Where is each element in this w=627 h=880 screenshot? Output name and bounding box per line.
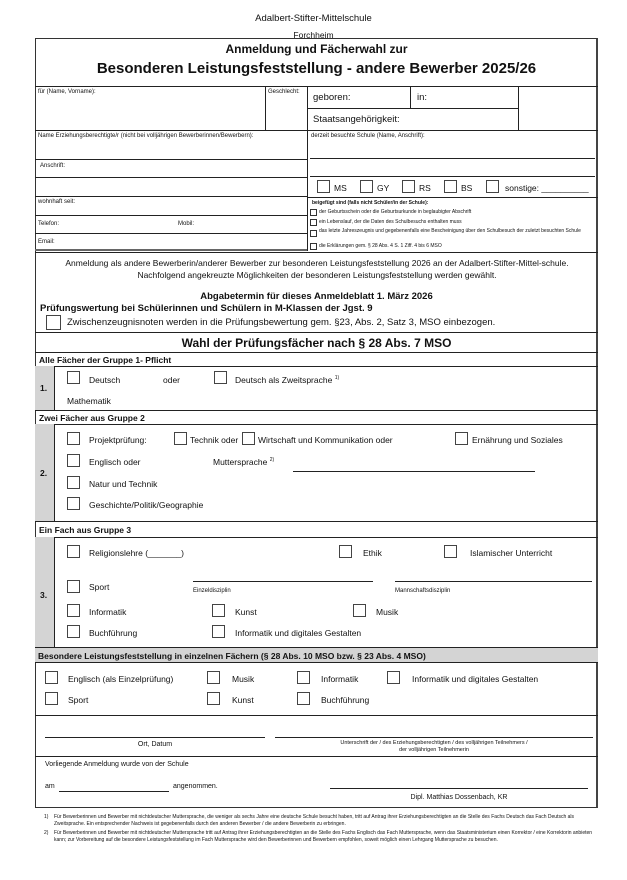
address-field-line2[interactable] bbox=[38, 178, 303, 194]
current-school-field[interactable] bbox=[311, 141, 596, 157]
school-type-gy-label: GY bbox=[377, 183, 390, 193]
special-sport-label: Sport bbox=[68, 695, 89, 705]
attached-heading: beigefügt sind (falls nicht Schüler/in der Schule): bbox=[312, 200, 429, 206]
mannschaftsdisziplin-field[interactable] bbox=[395, 566, 592, 580]
special-buchfuehrung-label: Buchführung bbox=[321, 695, 370, 705]
ernaehrung-checkbox[interactable] bbox=[455, 432, 468, 445]
footnote-1-mark: 1) bbox=[44, 814, 49, 820]
englisch-label: Englisch oder bbox=[89, 457, 141, 467]
group1-number: 1. bbox=[40, 383, 48, 393]
school-type-other-label: sonstige: __________ bbox=[505, 183, 589, 193]
school-type-bs-checkbox[interactable] bbox=[444, 180, 457, 193]
gender-field[interactable] bbox=[268, 97, 306, 129]
birthplace-field[interactable] bbox=[430, 88, 516, 107]
address-field[interactable] bbox=[70, 160, 305, 176]
project-label: Projektprüfung: bbox=[89, 435, 147, 445]
wirtschaft-label: Wirtschaft und Kommunikation oder bbox=[258, 435, 393, 445]
technik-label: Technik oder bbox=[190, 435, 239, 445]
evaluation-heading: Prüfungswertung bei Schülerinnen und Schülern in M-Klassen der Jgst. 9 bbox=[40, 303, 373, 314]
natur-technik-label: Natur und Technik bbox=[89, 479, 158, 489]
current-school-label: derzeit besuchte Schule (Name, Anschrift): bbox=[311, 133, 425, 139]
deutsch-label: Deutsch bbox=[89, 375, 121, 385]
math-label: Mathematik bbox=[67, 396, 111, 406]
special-musik-checkbox[interactable] bbox=[207, 671, 220, 684]
gpg-checkbox[interactable] bbox=[67, 497, 80, 510]
signature-label-line1: Unterschrift der / des Erziehungsberechtigten / des volljährigen Teilnehmers / bbox=[340, 740, 528, 746]
attached-report-checkbox[interactable] bbox=[310, 230, 317, 237]
sport-label: Sport bbox=[89, 582, 110, 592]
informatik-label: Informatik bbox=[89, 607, 127, 617]
attached-declaration-checkbox[interactable] bbox=[310, 243, 317, 250]
group3-number: 3. bbox=[40, 590, 48, 600]
attached-item: ein Lebenslauf, der die Daten des Schulbesuchs enthalten muss bbox=[319, 219, 462, 225]
buchfuehrung-label: Buchführung bbox=[89, 628, 138, 638]
mobile-field[interactable] bbox=[200, 217, 305, 231]
school-type-ms-label: MS bbox=[334, 183, 347, 193]
group3-heading: Ein Fach aus Gruppe 3 bbox=[39, 525, 132, 535]
acceptance-date-field[interactable] bbox=[59, 777, 169, 791]
special-heading: Besondere Leistungsfeststellung in einzelnen Fächern (§ 28 Abs. 10 MSO bzw. § 23 Abs. 4 MSO) bbox=[38, 651, 426, 661]
technik-checkbox[interactable] bbox=[174, 432, 187, 445]
kunst-label: Kunst bbox=[235, 607, 257, 617]
nationality-field[interactable] bbox=[405, 110, 515, 129]
gender-label: Geschlecht: bbox=[268, 89, 300, 95]
nationality-label: Staatsangehörigkeit: bbox=[313, 114, 400, 125]
school-type-rs-checkbox[interactable] bbox=[402, 180, 415, 193]
address-label: Anschrift: bbox=[40, 163, 66, 169]
special-informatik-label: Informatik bbox=[321, 674, 359, 684]
muttersprache-field[interactable] bbox=[293, 456, 535, 470]
evaluation-checkbox[interactable] bbox=[46, 315, 61, 330]
attached-birth-cert-checkbox[interactable] bbox=[310, 209, 317, 216]
einzeldisziplin-label: Einzeldisziplin bbox=[193, 588, 231, 594]
guardian-field[interactable] bbox=[38, 141, 303, 157]
place-date-field[interactable] bbox=[45, 722, 265, 736]
signature-label bbox=[275, 740, 593, 754]
footnote-2-mark: 2) bbox=[44, 830, 49, 836]
accepted-label: angenommen. bbox=[173, 783, 218, 790]
resident-since-field[interactable] bbox=[85, 197, 305, 213]
special-idg-checkbox[interactable] bbox=[387, 671, 400, 684]
special-sport-checkbox[interactable] bbox=[45, 692, 58, 705]
accepted-text: Vorliegende Anmeldung wurde von der Schule bbox=[45, 761, 189, 768]
phone-label: Telefon: bbox=[38, 221, 60, 227]
musik-checkbox[interactable] bbox=[353, 604, 366, 617]
subjects-title: Wahl der Prüfungsfächer nach § 28 Abs. 7 MSO bbox=[181, 336, 452, 350]
wirtschaft-checkbox[interactable] bbox=[242, 432, 255, 445]
school-type-rs-label: RS bbox=[419, 183, 431, 193]
islam-label: Islamischer Unterricht bbox=[470, 548, 553, 558]
school-type-gy-checkbox[interactable] bbox=[360, 180, 373, 193]
daz-text: Deutsch als Zweitsprache bbox=[235, 375, 333, 385]
place-date-label: Ort, Datum bbox=[137, 741, 173, 748]
muttersprache-label bbox=[213, 457, 274, 467]
special-informatik-checkbox[interactable] bbox=[297, 671, 310, 684]
guardian-label: Name Erziehungsberechtigte/r (nicht bei volljährigen Bewerberinnen/Bewerbern): bbox=[38, 133, 254, 139]
attached-item: der Geburtsschein oder die Geburtsurkunde in beglaubigter Abschrift bbox=[319, 209, 472, 215]
special-idg-label: Informatik und digitales Gestalten bbox=[412, 674, 539, 684]
idg-checkbox[interactable] bbox=[212, 625, 225, 638]
musik-label: Musik bbox=[376, 607, 399, 617]
evaluation-option-label: Zwischenzeugnisnoten werden in die Prüfungsbewertung gem. §23, Abs. 2, Satz 3, MSO einbezogen. bbox=[67, 317, 496, 328]
name-label: für (Name, Vorname): bbox=[38, 89, 96, 95]
email-label: Email: bbox=[38, 239, 55, 245]
footnote-ref-1: 1) bbox=[334, 375, 340, 382]
natur-technik-checkbox[interactable] bbox=[67, 476, 80, 489]
daz-checkbox[interactable] bbox=[214, 371, 227, 384]
school-name: Adalbert-Stifter-Mittelschule bbox=[255, 13, 372, 24]
attached-item: das letzte Jahreszeugnis und gegebenenfalls eine Bescheinigung über den Schulbesuch der zuletzt besuchten Schule bbox=[319, 228, 581, 234]
daz-label bbox=[235, 375, 339, 385]
englisch-checkbox[interactable] bbox=[67, 454, 80, 467]
mannschaftsdisziplin-label: Mannschaftsdisziplin bbox=[395, 588, 451, 594]
deutsch-checkbox[interactable] bbox=[67, 371, 80, 384]
email-field[interactable] bbox=[60, 235, 305, 249]
am-label: am bbox=[45, 783, 55, 790]
muttersprache-text: Muttersprache bbox=[213, 457, 268, 467]
phone-field[interactable] bbox=[70, 217, 175, 231]
oder-label: oder bbox=[163, 375, 181, 385]
attached-item: die Erklärungen gem. § 28 Abs. 4 S. 1 Ziff. 4 bis 6 MSO bbox=[319, 243, 442, 249]
signature-label-line2: der volljährigen Teilnehmerin bbox=[399, 747, 469, 753]
group1-heading: Alle Fächer der Gruppe 1- Pflicht bbox=[39, 355, 172, 365]
form-title-line2: Besonderen Leistungsfeststellung - andere Bewerber 2025/26 bbox=[96, 60, 537, 77]
mobile-label: Mobil: bbox=[178, 221, 195, 227]
birthdate-field[interactable] bbox=[355, 88, 409, 107]
form-title-line1: Anmeldung und Fächerwahl zur bbox=[225, 42, 408, 56]
special-buchfuehrung-checkbox[interactable] bbox=[297, 692, 310, 705]
project-checkbox[interactable] bbox=[67, 432, 80, 445]
special-kunst-label: Kunst bbox=[232, 695, 254, 705]
ethik-checkbox[interactable] bbox=[339, 545, 352, 558]
principal-name: Dipl. Matthias Dossenbach, KR bbox=[410, 794, 508, 801]
signature-field[interactable] bbox=[275, 722, 593, 736]
islam-checkbox[interactable] bbox=[444, 545, 457, 558]
sport-checkbox[interactable] bbox=[67, 580, 80, 593]
school-type-bs-label: BS bbox=[461, 183, 473, 193]
intro-text: Anmeldung als andere Bewerberin/anderer Bewerber zur besonderen Leistungsfeststellung 2026 an der Adalbert-Stifter-Mittel-schule. Nachfolgend angekreuzte Möglichkeiten der besonderen Leistungsfeststellung werden gewählt. bbox=[65, 258, 569, 280]
footnote-1-text: Für Bewerberinnen und Bewerber mit nichtdeutscher Muttersprache, die weniger als sechs Jahre eine deutsche Schule besucht haben, tritt auf Antrag ihrer Erziehungsberechtigten an die Stelle des Fachs Deutsch das Fach Deutsch als Zweitsprache. Ein entsprechender Nachweis ist gegebenenfalls durch den anderen Bewerber / die andere Bewerberin zu erbringen. bbox=[54, 814, 575, 827]
religion-label: Religionslehre (_______) bbox=[89, 548, 184, 558]
name-field[interactable] bbox=[38, 96, 263, 128]
group2-heading: Zwei Fächer aus Gruppe 2 bbox=[39, 413, 145, 423]
footnote-ref-2: 2) bbox=[269, 457, 275, 464]
current-school-field-line2[interactable] bbox=[311, 159, 596, 175]
ethik-label: Ethik bbox=[363, 548, 382, 558]
special-englisch-label: Englisch (als Einzelprüfung) bbox=[68, 674, 174, 684]
birthplace-label: in: bbox=[417, 92, 428, 103]
school-city: Forchheim bbox=[293, 30, 334, 40]
informatik-checkbox[interactable] bbox=[67, 604, 80, 617]
school-type-other-checkbox[interactable] bbox=[486, 180, 499, 193]
school-type-ms-checkbox[interactable] bbox=[317, 180, 330, 193]
religion-checkbox[interactable] bbox=[67, 545, 80, 558]
footnote-2-text: Für Bewerberinnen und Bewerber mit nichtdeutscher Muttersprache tritt auf Antrag ihrer Erziehungsberechtigten an die Stelle des Fachs Englisch das Fach Muttersprache, wenn das Staatsministerium einen Korrektor / eine Korrektorin anbieten kann; zur Vorbereitung auf die besondere Leistungsfeststellung im Fach Muttersprache wird den Bewerberinnen und Bewerbern empfohlen, soweit möglich einen Lehrgang Muttersprache zu besuchen. bbox=[54, 830, 593, 843]
deadline-text: Abgabetermin für dieses Anmeldeblatt 1. März 2026 bbox=[200, 291, 433, 302]
group2-number: 2. bbox=[40, 468, 48, 478]
special-musik-label: Musik bbox=[232, 674, 255, 684]
special-kunst-checkbox[interactable] bbox=[207, 692, 220, 705]
special-englisch-checkbox[interactable] bbox=[45, 671, 58, 684]
ernaehrung-label: Ernährung und Soziales bbox=[472, 435, 563, 445]
born-label: geboren: bbox=[313, 92, 351, 103]
kunst-checkbox[interactable] bbox=[212, 604, 225, 617]
einzeldisziplin-field[interactable] bbox=[193, 566, 373, 580]
gpg-label: Geschichte/Politik/Geographie bbox=[89, 500, 204, 510]
idg-label: Informatik und digitales Gestalten bbox=[235, 628, 362, 638]
buchfuehrung-checkbox[interactable] bbox=[67, 625, 80, 638]
resident-since-label: wohnhaft seit: bbox=[38, 199, 76, 205]
attached-cv-checkbox[interactable] bbox=[310, 219, 317, 226]
